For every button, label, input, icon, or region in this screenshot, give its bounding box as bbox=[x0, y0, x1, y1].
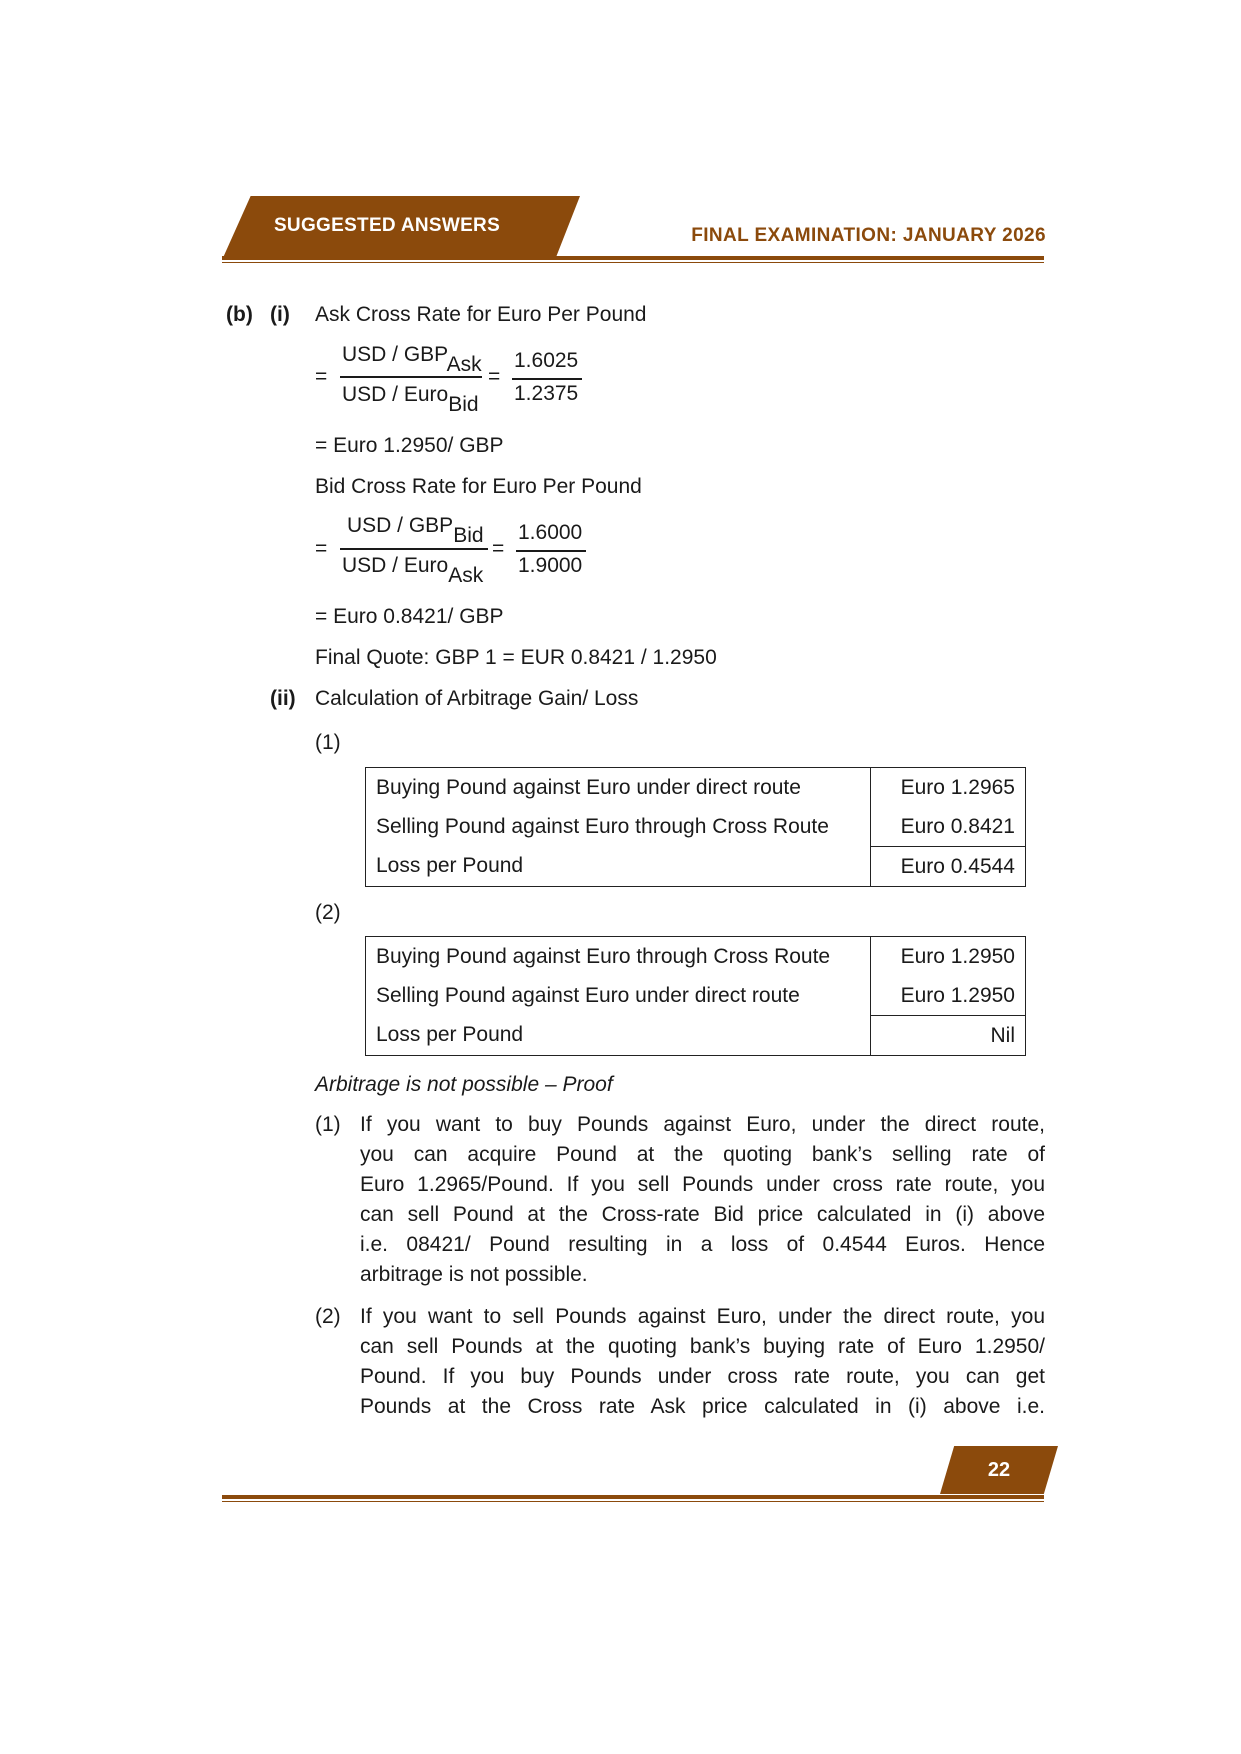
ask-result: = Euro 1.2950/ GBP bbox=[315, 434, 504, 457]
bid-heading: Bid Cross Rate for Euro Per Pound bbox=[315, 475, 642, 498]
proof-1-line-1: If you want to buy Pounds against Euro, under the direct route, bbox=[360, 1113, 1045, 1136]
bid-den-value: 1.9000 bbox=[518, 554, 583, 577]
ask-value-bar bbox=[512, 378, 582, 380]
page-number: 22 bbox=[987, 1458, 1011, 1481]
ask-den-value: 1.2375 bbox=[514, 382, 579, 405]
table-row bbox=[366, 768, 1026, 808]
case1-row3-value: Euro 0.4544 bbox=[871, 847, 1026, 887]
proof-1-line-5: i.e. 08421/ Pound resulting in a loss of 0.4544 Euros. Hence bbox=[360, 1233, 1045, 1256]
bid-equals-1: = bbox=[315, 537, 328, 560]
table-row bbox=[366, 847, 1026, 887]
table-row bbox=[366, 937, 1026, 977]
bid-denominator bbox=[342, 553, 484, 587]
ask-denominator bbox=[342, 382, 479, 416]
case1-row2-value: Euro 0.8421 bbox=[871, 807, 1026, 847]
ask-equals-1: = bbox=[315, 365, 328, 388]
table-row bbox=[366, 976, 1026, 1016]
case2-row3-value: Nil bbox=[871, 1016, 1026, 1056]
arbitrage-heading: Calculation of Arbitrage Gain/ Loss bbox=[315, 687, 639, 710]
case1-table bbox=[365, 767, 1026, 887]
case2-row2-value: Euro 1.2950 bbox=[871, 976, 1026, 1016]
proof-2-line-3: Pound. If you buy Pounds under cross rate route, you can get bbox=[360, 1365, 1045, 1388]
bid-num-text: USD / GBP bbox=[347, 514, 454, 537]
case2-label: (2) bbox=[315, 901, 341, 924]
bid-num-value: 1.6000 bbox=[518, 521, 583, 544]
proof-point-1-label: (1) bbox=[315, 1113, 341, 1136]
ask-den-sub: Bid bbox=[448, 393, 479, 416]
case1-row2-desc: Selling Pound against Euro through Cross Route bbox=[366, 807, 871, 847]
proof-2-line-1: If you want to sell Pounds against Euro, under the direct route, you bbox=[360, 1305, 1045, 1328]
case1-row1-desc: Buying Pound against Euro under direct route bbox=[366, 768, 871, 808]
case2-row3-desc: Loss per Pound bbox=[366, 1016, 871, 1056]
final-quote: Final Quote: GBP 1 = EUR 0.8421 / 1.2950 bbox=[315, 646, 717, 669]
proof-1-line-6: arbitrage is not possible. bbox=[360, 1263, 588, 1286]
ask-num-sub: Ask bbox=[446, 353, 482, 376]
bid-result: = Euro 0.8421/ GBP bbox=[315, 605, 504, 628]
case2-row1-desc: Buying Pound against Euro through Cross Route bbox=[366, 937, 871, 977]
ask-fraction-bar bbox=[340, 376, 482, 378]
ask-equals-2: = bbox=[488, 365, 501, 388]
proof-heading: Arbitrage is not possible – Proof bbox=[315, 1073, 613, 1096]
table-row bbox=[366, 1016, 1026, 1056]
proof-point-1-text bbox=[360, 1110, 1045, 1290]
proof-point-2-text bbox=[360, 1302, 1045, 1422]
footer-rule-thin bbox=[222, 1501, 1044, 1502]
case2-row2-desc: Selling Pound against Euro under direct route bbox=[366, 976, 871, 1016]
case2-table bbox=[365, 936, 1026, 1056]
proof-2-line-4: Pounds at the Cross rate Ask price calculated in (i) above i.e. bbox=[360, 1395, 1045, 1418]
bid-den-sub: Ask bbox=[448, 564, 484, 587]
proof-1-line-3: Euro 1.2965/Pound. If you sell Pounds under cross rate route, you bbox=[360, 1173, 1045, 1196]
ask-numerator bbox=[342, 342, 482, 376]
case1-row1-value: Euro 1.2965 bbox=[871, 768, 1026, 808]
case2-row1-value: Euro 1.2950 bbox=[871, 937, 1026, 977]
sub-part-label-i: (i) bbox=[270, 303, 290, 326]
case1-row3-desc: Loss per Pound bbox=[366, 847, 871, 887]
case1-label: (1) bbox=[315, 731, 341, 754]
exam-title: FINAL EXAMINATION: JANUARY 2026 bbox=[691, 225, 1046, 246]
bid-value-bar bbox=[516, 550, 586, 552]
bid-den-text: USD / Euro bbox=[342, 554, 449, 577]
header-rule-thin bbox=[222, 262, 1044, 263]
table-row bbox=[366, 807, 1026, 847]
ask-heading: Ask Cross Rate for Euro Per Pound bbox=[315, 303, 647, 326]
header-rule bbox=[222, 256, 1044, 260]
proof-2-line-2: can sell Pounds at the quoting bank’s buying rate of Euro 1.2950/ bbox=[360, 1335, 1045, 1358]
ask-den-text: USD / Euro bbox=[342, 383, 449, 406]
proof-point-2-label: (2) bbox=[315, 1305, 341, 1328]
proof-1-line-4: can sell Pound at the Cross-rate Bid price calculated in (i) above bbox=[360, 1203, 1045, 1226]
part-label: (b) bbox=[226, 303, 253, 326]
proof-1-line-2: you can acquire Pound at the quoting bank’s selling rate of bbox=[360, 1143, 1045, 1166]
ask-num-value: 1.6025 bbox=[514, 349, 579, 372]
bid-numerator bbox=[347, 513, 484, 547]
footer-rule bbox=[222, 1495, 1044, 1499]
bid-num-sub: Bid bbox=[453, 524, 484, 547]
header-tab-label: SUGGESTED ANSWERS bbox=[273, 215, 501, 236]
ask-num-text: USD / GBP bbox=[342, 343, 447, 366]
bid-equals-2: = bbox=[492, 537, 505, 560]
sub-part-label-ii: (ii) bbox=[270, 687, 296, 710]
bid-fraction-bar bbox=[340, 548, 488, 550]
